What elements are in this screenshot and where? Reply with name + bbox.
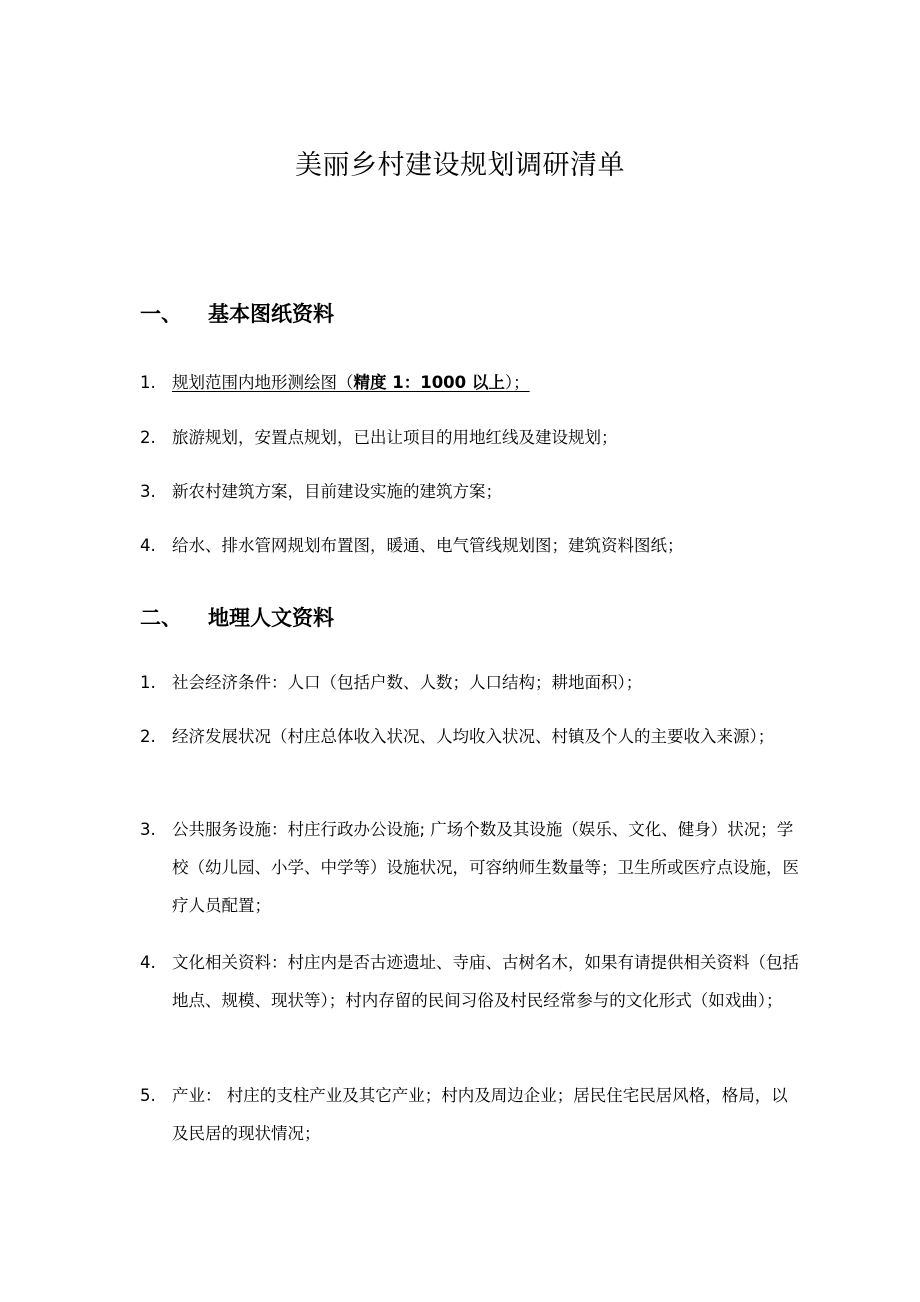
item-number: 4. [140,953,156,972]
item-number: 2. [140,428,156,447]
list-item [140,1077,800,1153]
section-heading-basic-drawings [140,298,334,328]
item-text-emphasis: 精度 1：1000 以上 [353,373,505,392]
list-item [140,364,800,402]
item-text: 文化相关资料：村庄内是否古迹遗址、寺庙、古树名木，如果有请提供相关资料（包括地点、规模、现状等）；村内存留的民间习俗及村民经常参与的文化形式（如戏曲）； [172,953,799,1010]
section-title: 地理人文资料 [208,606,334,630]
list-item [140,811,800,925]
list-item [140,419,800,457]
list-item [140,473,800,511]
list-item [140,718,800,756]
item-text: 社会经济条件：人口（包括户数、人数；人口结构；耕地面积）； [172,673,643,692]
item-number: 3. [140,820,156,839]
item-number: 1. [140,373,156,392]
item-text: 旅游规划，安置点规划，已出让项目的用地红线及建设规划； [172,428,618,447]
item-text: 给水、排水管网规划布置图，暖通、电气管线规划图；建筑资料图纸； [172,536,684,555]
item-text: 新农村建筑方案，目前建设实施的建筑方案； [172,482,502,501]
item-text-part: 规划范围内地形测绘图（ [172,373,354,392]
document-title: 美丽乡村建设规划调研清单 [295,150,625,181]
item-number: 2. [140,727,156,746]
list-item [140,664,800,702]
item-number: 5. [140,1086,156,1105]
item-text: 产业： 村庄的支柱产业及其它产业；村内及周边企业；居民住宅民居风格，格局，以及民居的现状情况； [172,1086,788,1143]
section-heading-geography-culture [140,602,334,632]
list-item [140,527,800,565]
item-text [172,364,800,402]
item-text-part: ）； [504,373,530,392]
item-text: 经济发展状况（村庄总体收入状况、人均收入状况、村镇及个人的主要收入来源）； [172,727,775,746]
item-number: 1. [140,673,156,692]
item-text: 公共服务设施：村庄行政办公设施; 广场个数及其设施（娱乐、文化、健身）状况；学校（幼儿园、小学、中学等）设施状况，可容纳师生数量等；卫生所或医疗点设施，医疗人员配置； [172,820,799,915]
section-title: 基本图纸资料 [208,302,334,326]
item-number: 3. [140,482,156,501]
list-item [140,944,800,1020]
section-number: 二、 [140,606,182,630]
section-number: 一、 [140,302,182,326]
item-number: 4. [140,536,156,555]
